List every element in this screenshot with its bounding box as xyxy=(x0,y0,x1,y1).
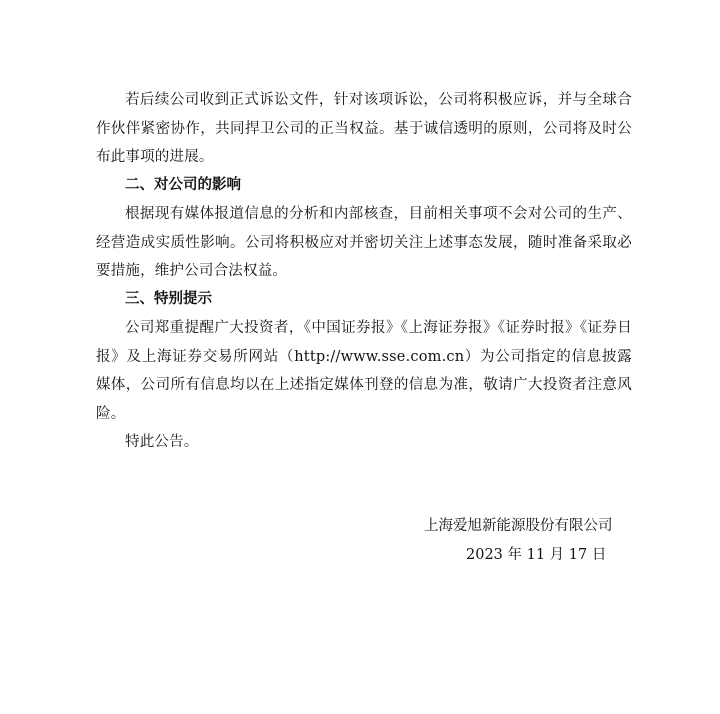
section-heading-special-notice: 三、特别提示 xyxy=(125,291,212,307)
section-heading-impact: 二、对公司的影响 xyxy=(125,177,241,193)
signature-date: 2023 年 11 月 17 日 xyxy=(466,547,607,563)
signature-company: 上海爱旭新能源股份有限公司 xyxy=(424,518,613,534)
closing-statement: 特此公告。 xyxy=(125,434,199,450)
paragraph-impact: 根据现有媒体报道信息的分析和内部核查，目前相关事项不会对公司的生产、经营造成实质性影响。公司将积极应对并密切关注上述事态发展，随时准备采取必要措施，维护公司合法权益。 xyxy=(96,206,632,279)
paragraph-litigation-response: 若后续公司收到正式诉讼文件，针对该项诉讼，公司将积极应诉，并与全球合作伙伴紧密协作，共同捍卫公司的正当权益。基于诚信透明的原则，公司将及时公布此事项的进展。 xyxy=(96,92,632,165)
paragraph-special-notice: 公司郑重提醒广大投资者，《中国证券报》《上海证券报》《证券时报》《证券日报》及上海证券交易所网站（http://www.sse.com.cn）为公司指定的信息披露媒体，公司所有信息均以在上述指定媒体刊登的信息为准，敬请广大投资者注意风险。 xyxy=(96,320,632,422)
